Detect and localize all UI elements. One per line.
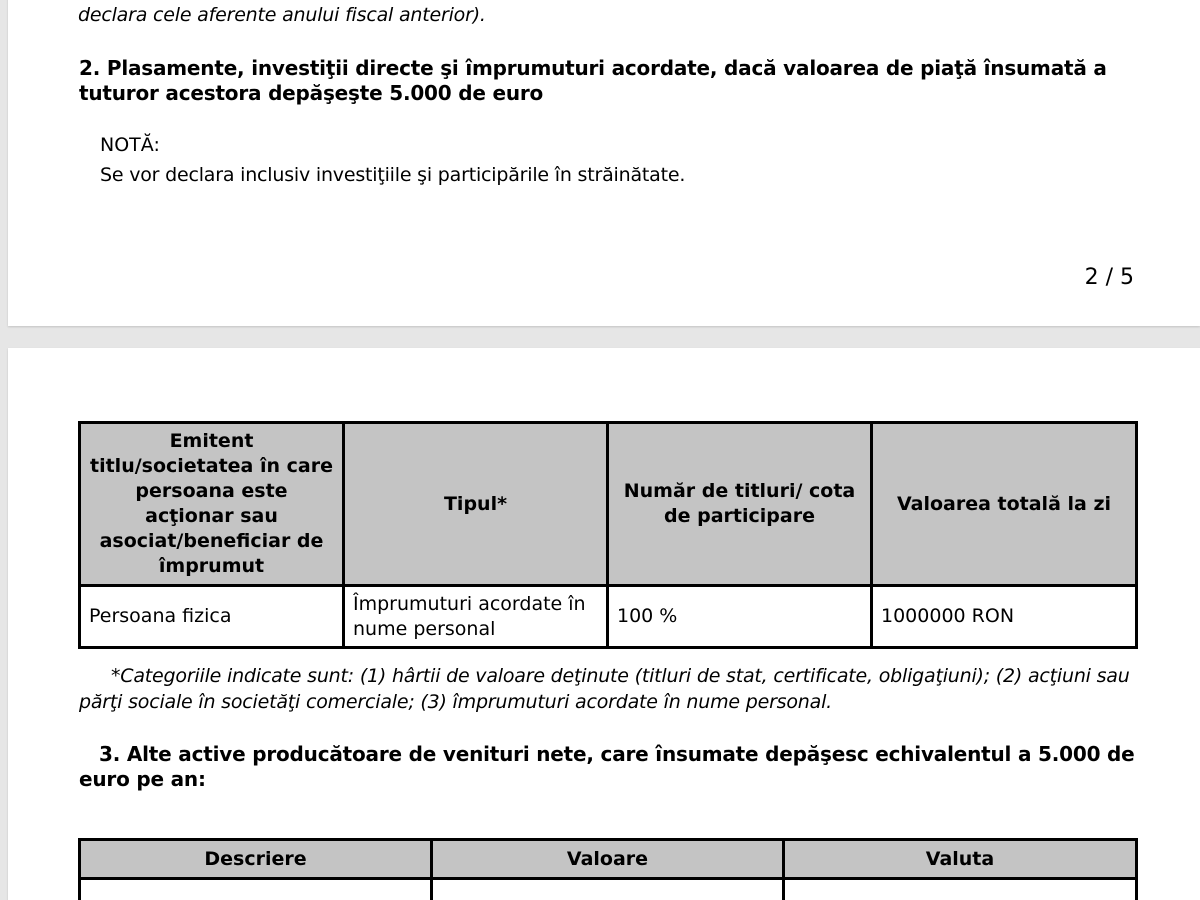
section-3-heading: 3. Alte active producătoare de venituri nete, care însumate depăşesc echivalentul a 5.000 de euro pe an: [79,742,1135,791]
column-header: Valoarea totală la zi [872,423,1137,586]
document-page-3 [8,348,1200,900]
nota-text: Se vor declara inclusiv investiţiile şi participările în străinătate. [100,164,686,186]
column-header: Descriere [80,840,432,879]
table-header-row [80,423,1137,586]
table-row [80,879,1137,900]
nota-label: NOTĂ: [100,134,160,156]
table-cell: - [80,879,432,900]
table-cell: 100 % [608,586,872,648]
table-cell: - [432,879,784,900]
table-footnote: *Categoriile indicate sunt: (1) hârtii de valoare deţinute (titluri de stat, certificate, obligaţiuni); (2) acţiuni sau părţi sociale în societăţi comerciale; (3) împrumuturi acordate în nume personal. [79,665,1130,713]
table-cell: 1000000 RON [872,586,1137,648]
assets-table [78,838,1138,900]
table-header-row [80,840,1137,879]
section-2-heading: 2. Plasamente, investiţii directe şi împrumuturi acordate, dacă valoarea de piaţă însumată a tuturor acestora depăşeşte 5.000 de euro [79,56,1107,105]
table-row [80,586,1137,648]
column-header: Emitent titlu/societatea în care persoana este acţionar sau asociat/beneficiar de împrumut [80,423,344,586]
document-page-2 [8,0,1200,326]
column-header: Tipul* [344,423,608,586]
previous-section-fragment: declara cele aferente anului fiscal anterior). [78,4,486,26]
investments-table [78,421,1138,649]
table-cell: - [784,879,1137,900]
column-header: Valoare [432,840,784,879]
column-header: Număr de titluri/ cota de participare [608,423,872,586]
column-header: Valuta [784,840,1137,879]
table-cell: Persoana fizica [80,586,344,648]
page-number: 2 / 5 [1084,265,1134,290]
table-cell: Împrumuturi acordate în nume personal [344,586,608,648]
